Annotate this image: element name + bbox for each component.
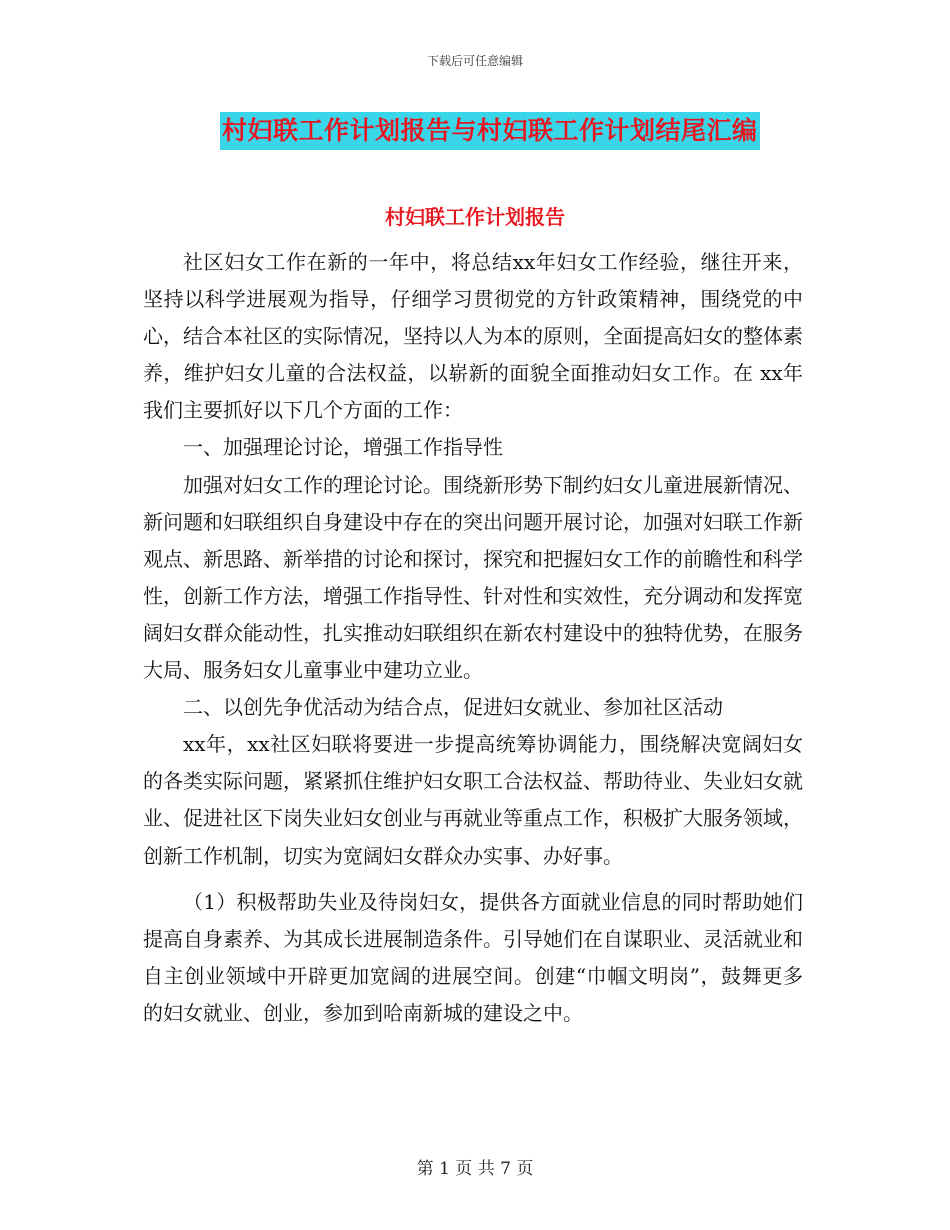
paragraph-intro: 社区妇女工作在新的一年中，将总结xx年妇女工作经验，继往开来，坚持以科学进展观为指导，仔细学习贯彻党的方针政策精神，围绕党的中心，结合本社区的实际情况，坚持以人为本的原则，全面提高妇女的整体素养，维护妇女儿童的合法权益，以崭新的面貌全面推动妇女工作。在 xx年我们主要抓好以下几个方面的工作： [143, 250, 803, 423]
header-note: 下载后可任意编辑 [426, 54, 523, 68]
heading-two: 二、以创先争优活动为结合点，促进妇女就业、参加社区活动 [183, 695, 723, 720]
paragraph-theory: 加强对妇女工作的理论讨论。围绕新形势下制约妇女儿童进展新情况、新问题和妇联组织自身建设中存在的突出问题开展讨论，加强对妇联工作新观点、新思路、新举措的讨论和探讨，探究和把握妇女工作的前瞻性和科学性，创新工作方法，增强工作指导性、针对性和实效性，充分调动和发挥宽阔妇女群众能动性，扎实推动妇联组织在新农村建设中的独特优势，在服务大局、服务妇女儿童事业中建功立业。 [143, 472, 803, 683]
main-title: 村妇联工作计划报告与村妇联工作计划结尾汇编 [220, 112, 760, 150]
document-body [143, 244, 803, 1032]
section-title: 村妇联工作计划报告 [385, 205, 565, 229]
heading-one: 一、加强理论讨论，增强工作指导性 [183, 435, 503, 460]
page-number: 第 1 页 共 7 页 [416, 1159, 534, 1179]
paragraph-item-1: （1）积极帮助失业及待岗妇女，提供各方面就业信息的同时帮助她们提高自身素养、为其成长进展制造条件。引导她们在自谋职业、灵活就业和自主创业领域中开辟更加宽阔的进展空间。创建“巾帼文明岗”，鼓舞更多的妇女就业、创业，参加到哈南新城的建设之中。 [143, 889, 803, 1025]
paragraph-employment: xx年，xx社区妇联将要进一步提高统筹协调能力，围绕解决宽阔妇女的各类实际问题，紧紧抓住维护妇女职工合法权益、帮助待业、失业妇女就业、促进社区下岗失业妇女创业与再就业等重点工作，积极扩大服务领域，创新工作机制，切实为宽阔妇女群众办实事、办好事。 [143, 732, 803, 868]
